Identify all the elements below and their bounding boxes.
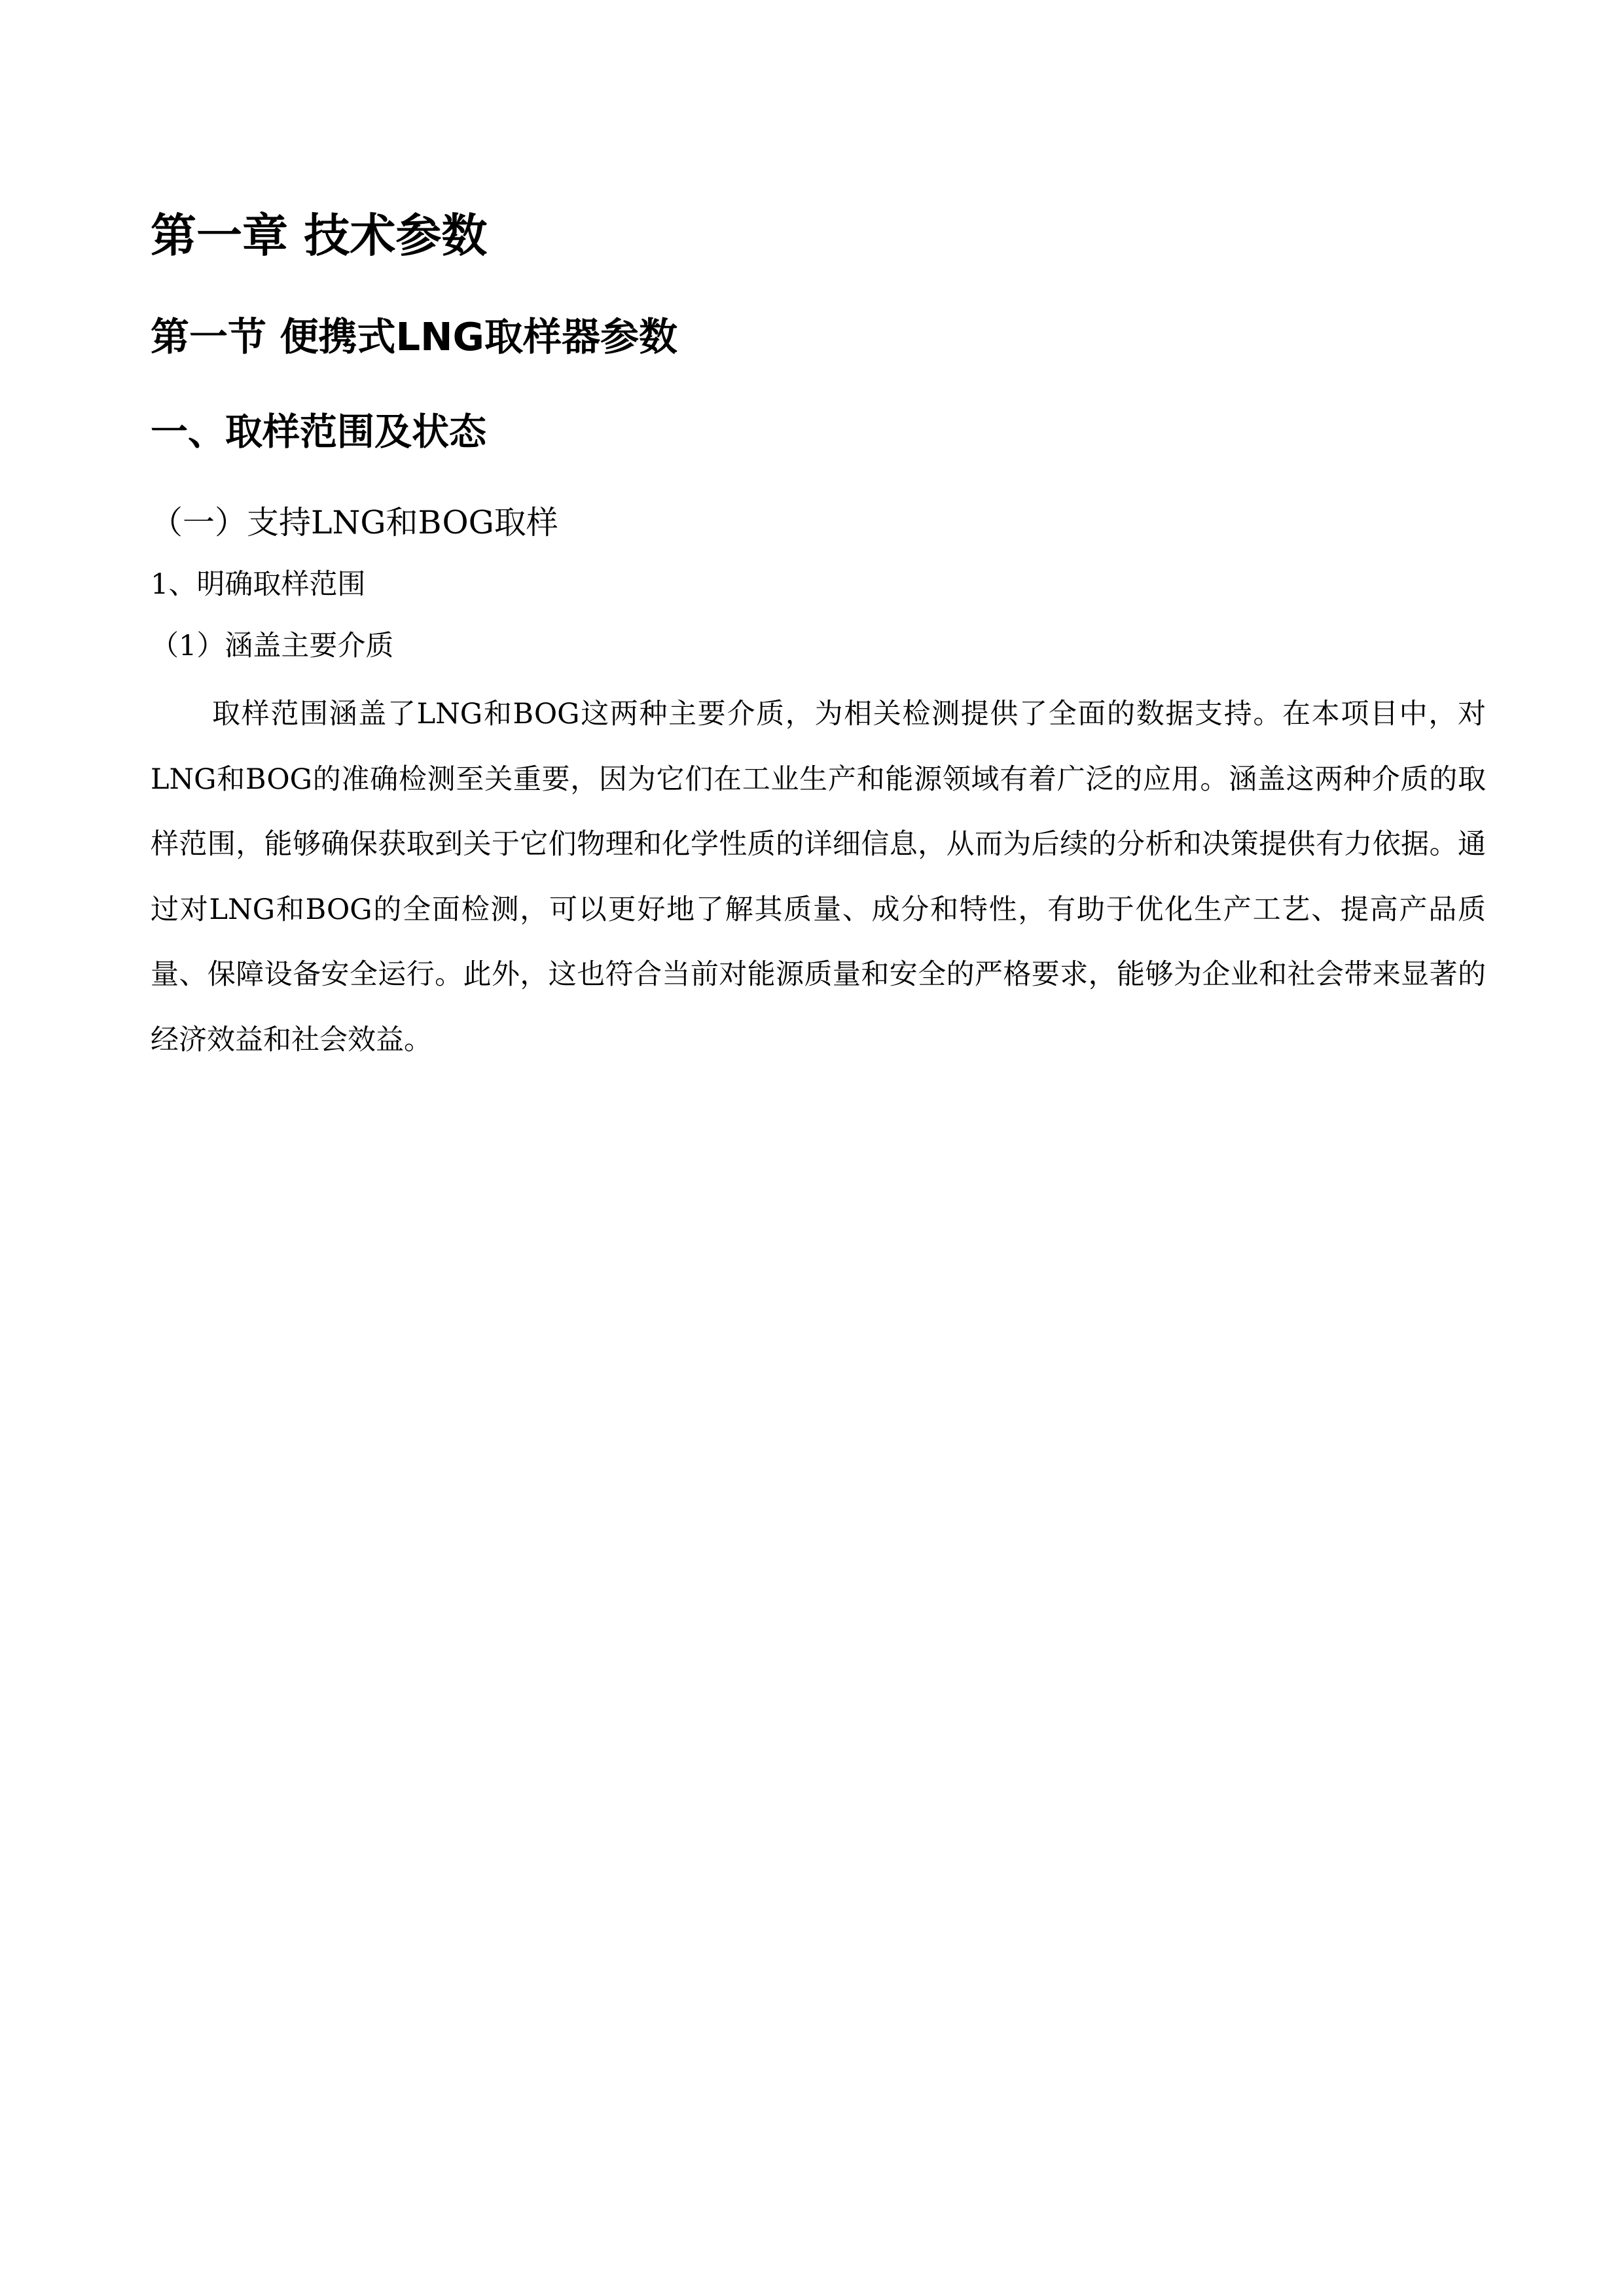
chapter-title: 第一章 技术参数: [151, 209, 488, 262]
subitem-title: （1）涵盖主要介质: [151, 630, 394, 662]
subsubsection-title: （一）支持LNG和BOG取样: [151, 504, 558, 541]
subsection-title: 一、取样范围及状态: [151, 410, 486, 454]
body-paragraph: 取样范围涵盖了LNG和BOG这两种主要介质，为相关检测提供了全面的数据支持。在本项目中，对LNG和BOG的准确检测至关重要，因为它们在工业生产和能源领域有着广泛的应用。涵盖这两种介质的取样范围，能够确保获取到关于它们物理和化学性质的详细信息，从而为后续的分析和决策提供有力依据。通过对LNG和BOG的全面检测，可以更好地了解其质量、成分和特性，有助于优化生产工艺、提高产品质量、保障设备安全运行。此外，这也符合当前对能源质量和安全的严格要求，能够为企业和社会带来显著的经济效益和社会效益。: [151, 698, 1486, 1056]
section-title: 第一节 便携式LNG取样器参数: [151, 314, 677, 359]
item-title: 1、明确取样范围: [151, 568, 366, 601]
